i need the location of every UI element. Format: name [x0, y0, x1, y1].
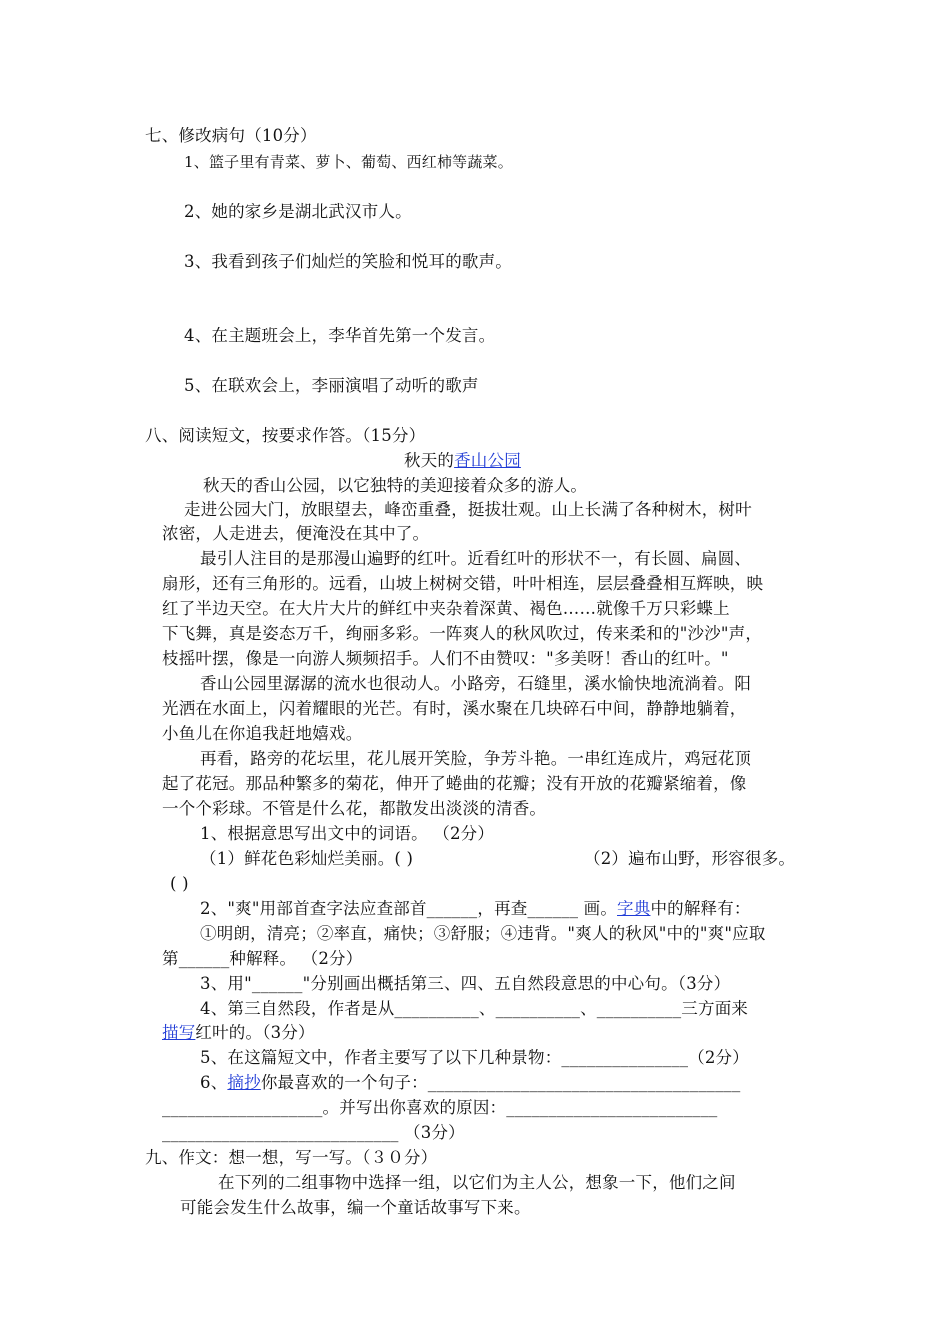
- passage-p4-line2: 光洒在水面上，闪着耀眼的光芒。有时，溪水聚在几块碎石中间，静静地躺着，: [162, 699, 747, 718]
- question-2-line3: 第______种解释。 （2分）: [162, 949, 363, 968]
- section7-heading: 七、修改病句（10分）: [145, 126, 317, 145]
- passage-title-link[interactable]: 香山公园: [454, 451, 521, 470]
- question-6-rest: 你最喜欢的一个句子：_____________________________________: [260, 1073, 741, 1092]
- question-2-text-a: 2、"爽"用部首查字法应查部首______，再查______ 画。: [200, 899, 618, 918]
- passage-p2-line1: 走进公园大门，放眼望去，峰峦重叠，挺拔壮观。山上长满了各种树木，树叶: [184, 500, 752, 519]
- passage-p5-line2: 起了花冠。那品种繁多的菊花，伸开了蜷曲的花瓣；没有开放的花瓣紧缩着，像: [162, 774, 747, 793]
- section7-item-4: 4、在主题班会上，李华首先第一个发言。: [184, 326, 496, 345]
- excerpt-link[interactable]: 摘抄: [227, 1073, 261, 1092]
- section7-item-2: 2、她的家乡是湖北武汉市人。: [184, 202, 412, 221]
- question-3: 3、用"______"分别画出概括第三、四、五自然段意思的中心句。（3分）: [200, 974, 731, 993]
- question-6-line2: ___________________。并写出你喜欢的原因：_________________________: [162, 1098, 718, 1117]
- question-2-line1: [200, 897, 751, 921]
- passage-p3-line4: 下飞舞，真是姿态万千，绚丽多彩。一阵爽人的秋风吹过，传来柔和的"沙沙"声，: [162, 624, 763, 643]
- section7-item-3: 3、我看到孩子们灿烂的笑脸和悦耳的歌声。: [184, 252, 512, 271]
- passage-p3-line2: 扇形，还有三角形的。远看，山坡上树树交错，叶叶相连，层层叠叠相互辉映，映: [162, 574, 764, 593]
- passage-p3-line3: 红了半边天空。在大片大片的鲜红中夹杂着深黄、褐色……就像千万只彩蝶上: [162, 599, 730, 618]
- question-2-line2: ①明朗，清亮；②率直，痛快；③舒服；④违背。"爽人的秋风"中的"爽"应取: [200, 924, 766, 943]
- section7-item-5: 5、在联欢会上，李丽演唱了动听的歌声: [184, 376, 479, 395]
- question-4-line2-rest: 红叶的。（3分）: [195, 1023, 315, 1042]
- question-6-line3: ____________________________ （3分）: [162, 1123, 465, 1142]
- passage-p3-line5: 枝摇叶摆，像是一向游人频频招手。人们不由赞叹："多美呀！香山的红叶。": [162, 649, 729, 668]
- section8-heading: 八、阅读短文，按要求作答。（15分）: [145, 426, 426, 445]
- describe-link[interactable]: 描写: [162, 1023, 196, 1042]
- passage-title: [404, 449, 521, 473]
- passage-p4-line1: 香山公园里潺潺的流水也很动人。小路旁，石缝里，溪水愉快地流淌着。阳: [200, 674, 752, 693]
- question-4-line2: [162, 1021, 315, 1045]
- question-5: 5、在这篇短文中，作者主要写了以下几种景物：_______________（2分）: [200, 1048, 749, 1067]
- question-1-sub2: （2）遍布山野，形容很多。: [584, 849, 796, 868]
- passage-p3-line1: 最引人注目的是那漫山遍野的红叶。近看红叶的形状不一，有长圆、扁圆、: [200, 549, 752, 568]
- question-1-sub2-blank: ( ): [170, 874, 189, 893]
- passage-p5-line3: 一个个彩球。不管是什么花，都散发出淡淡的清香。: [162, 799, 547, 818]
- passage-p1: 秋天的香山公园，以它独特的美迎接着众多的游人。: [203, 476, 588, 495]
- passage-title-prefix: 秋天的: [404, 451, 455, 470]
- question-1-sub1: （1）鲜花色彩灿烂美丽。( ): [200, 849, 414, 868]
- section9-heading: 九、作文：想一想，写一写。（３０分）: [145, 1148, 438, 1167]
- passage-p2-line2: 浓密，人走进去，便淹没在其中了。: [162, 524, 430, 543]
- dictionary-link[interactable]: 字典: [617, 899, 651, 918]
- section9-line2: 可能会发生什么故事，编一个童话故事写下来。: [180, 1198, 531, 1217]
- section7-item-1: 1、篮子里有青菜、萝卜、葡萄、西红柿等蔬菜。: [184, 153, 513, 171]
- question-1: 1、根据意思写出文中的词语。 （2分）: [200, 824, 495, 843]
- question-6-prefix: 6、: [200, 1073, 228, 1092]
- question-2-text-b: 中的解释有：: [650, 899, 751, 918]
- section9-line1: 在下列的二组事物中选择一组，以它们为主人公，想象一下，他们之间: [218, 1173, 736, 1192]
- question-4-line1: 4、第三自然段，作者是从__________、__________、__________三方面来: [200, 999, 749, 1018]
- passage-p5-line1: 再看，路旁的花坛里，花儿展开笑脸，争芳斗艳。一串红连成片，鸡冠花顶: [200, 749, 752, 768]
- passage-p4-line3: 小鱼儿在你追我赶地嬉戏。: [162, 724, 363, 743]
- question-6-line1: [200, 1071, 740, 1095]
